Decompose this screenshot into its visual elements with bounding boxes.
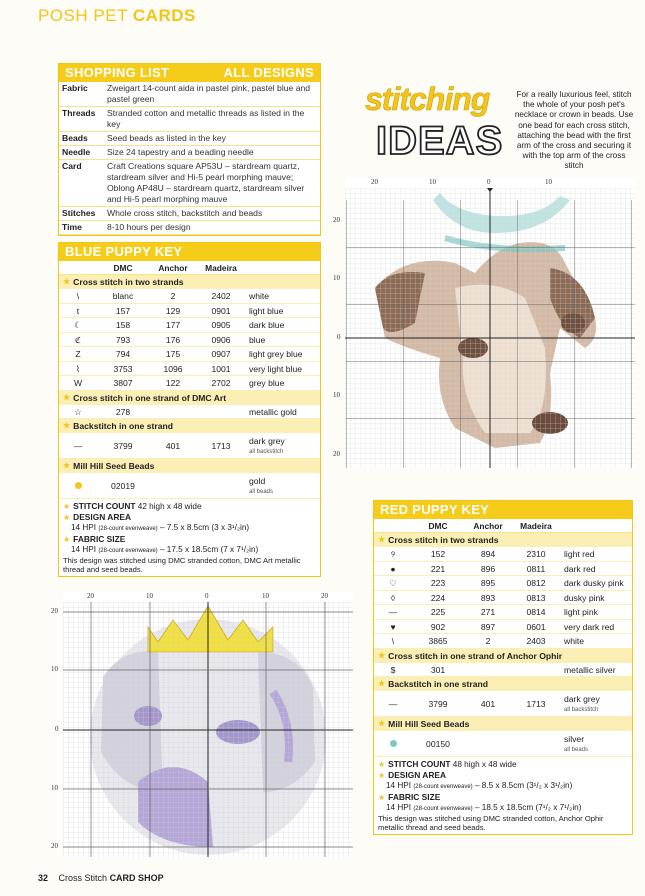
key-row [374, 620, 632, 635]
dmc-code: 225 [430, 607, 446, 617]
stitch-symbol: ◊ [390, 592, 396, 603]
key-row [59, 333, 320, 348]
anchor-code: 122 [165, 378, 181, 388]
svg-text:IDEAS: IDEAS [376, 119, 504, 162]
shopping-row-key: Threads [62, 108, 96, 118]
colour-name: dusky pink [564, 592, 605, 603]
stitch-symbol: ● [390, 563, 396, 574]
page-footer [38, 873, 164, 883]
red-puppy-chart-svg [345, 178, 635, 468]
dmc-code: 221 [430, 563, 446, 574]
dmc-code: blanc [112, 291, 134, 301]
stitch-symbol: ୨ [390, 549, 396, 559]
shopping-row [59, 82, 320, 107]
stitch-symbol: ℭ [74, 334, 82, 345]
dmc-code: 3807 [113, 378, 133, 388]
stitch-symbol: Z [75, 349, 81, 359]
red-key-header: DMC Anchor Madeira [374, 519, 632, 533]
shopping-row-key: Fabric [62, 83, 88, 93]
colour-name: dark red [564, 563, 596, 574]
stitch-symbol: ♡ [389, 578, 397, 588]
red-key-rows [374, 547, 632, 649]
dmc-code: 3753 [113, 363, 133, 374]
madeira-code: 2402 [211, 291, 231, 301]
colour-name: light blue [249, 305, 284, 316]
dmc-code: 152 [430, 549, 446, 559]
shopping-row [59, 207, 320, 221]
madeira-code: 2702 [211, 378, 231, 388]
blue-chart-left-label: 20 [51, 842, 58, 850]
key-row [374, 576, 632, 591]
blue-chart-top-label: 10 [146, 592, 153, 600]
colour-name: light pink [564, 607, 598, 617]
red-key-back-row: — 3799 401 1713 dark grey all backstitch [374, 691, 632, 717]
colour-name: blue [249, 334, 266, 345]
star-icon: ★ [63, 392, 71, 402]
anchor-code: 897 [480, 621, 496, 632]
stitch-symbol: ♥ [390, 621, 396, 632]
red-key-bar [374, 501, 632, 519]
anchor-code: 2 [170, 291, 176, 301]
key-row [374, 634, 632, 649]
anchor-code: 129 [165, 305, 181, 316]
shopping-row-value: Stranded cotton and metallic threads as listed in the key [107, 108, 305, 129]
red-chart-left-label: 20 [333, 450, 340, 458]
colour-name: very dark red [564, 621, 615, 632]
shopping-row-key: Time [62, 222, 82, 232]
shopping-row [59, 146, 320, 160]
blue-key-section-art: ★ Cross stitch in one strand of DMC Art [59, 391, 320, 405]
blue-key-title: BLUE PUPPY KEY [65, 244, 183, 259]
shopping-row-value: Zweigart 14-count aida in pastel pink, pastel blue and pastel green [107, 83, 311, 104]
key-row [59, 289, 320, 304]
blue-key-section-beads: ★ Mill Hill Seed Beads [59, 459, 320, 473]
blue-key-art-row: ☆ 278 metallic gold [59, 405, 320, 420]
blue-puppy-key [58, 242, 321, 577]
dmc-code: 158 [115, 320, 131, 330]
col-dmc: DMC [113, 263, 133, 273]
star-icon: ★ [63, 421, 71, 430]
stitch-symbol: ⌇ [75, 363, 81, 374]
madeira-code: 0814 [526, 607, 546, 617]
red-key-section-ophir: ★ Cross stitch in one strand of Anchor Ophir [374, 649, 632, 663]
key-row [374, 605, 632, 620]
shopping-row [59, 107, 320, 132]
red-chart-left-label: 10 [333, 274, 340, 282]
red-key-ophir-row: $ 301 metallic silver [374, 663, 632, 678]
shopping-row [59, 160, 320, 207]
red-key-section-beads: ★ Mill Hill Seed Beads [374, 717, 632, 731]
colour-name: grey blue [249, 378, 285, 388]
madeira-code: 0906 [211, 334, 231, 345]
key-row [374, 591, 632, 606]
shopping-row-key: Beads [62, 133, 88, 143]
key-row [374, 547, 632, 562]
dmc-code: 157 [115, 305, 131, 316]
colour-name: white [249, 291, 270, 301]
anchor-code: 176 [165, 334, 181, 345]
blue-key-bar [59, 243, 320, 261]
blue-key-footnote: This design was stitched using DMC stranded cotton, DMC Art metallic thread and seed beads. [63, 556, 301, 574]
blue-chart-top-label: 20 [321, 592, 328, 600]
anchor-code: 2 [485, 636, 491, 646]
page-number: 32 [38, 873, 49, 883]
red-key-section-back: ★ Backstitch in one strand [374, 677, 632, 691]
red-key-bead-row: 00150 silver all beads [374, 731, 632, 757]
stitch-symbol: t [76, 305, 80, 316]
madeira-code: 0905 [211, 320, 231, 330]
stitch-symbol: \ [76, 291, 80, 301]
red-key-footnote: This design was stitched using DMC stranded cotton, Anchor Ophir metallic thread and seed beads. [378, 814, 604, 832]
dmc-code: 223 [430, 578, 446, 588]
dmc-code: 224 [430, 592, 446, 603]
header-series: POSH PET [38, 6, 128, 25]
blue-chart-top-label: 10 [262, 592, 269, 600]
madeira-code: 0813 [526, 592, 546, 603]
dmc-code: 902 [430, 621, 446, 632]
col-madeira: Madeira [205, 263, 237, 273]
madeira-code: 1001 [211, 363, 231, 374]
svg-text:stitching: stitching [365, 82, 490, 117]
blue-puppy-chart-svg [63, 592, 353, 857]
blue-chart-left-label: 10 [51, 784, 58, 792]
shopping-list-bar [59, 64, 320, 82]
key-row [59, 362, 320, 377]
shopping-list [58, 63, 321, 236]
stitch-symbol: ☾ [74, 320, 82, 330]
shopping-row-value: Whole cross stitch, backstitch and beads [107, 208, 263, 218]
shopping-row [59, 132, 320, 146]
blue-key-section-cross: ★ Cross stitch in two strands [59, 275, 320, 289]
blue-key-rows [59, 289, 320, 391]
dmc-code: 3865 [428, 636, 448, 646]
shopping-row-value: 8-10 hours per design [107, 222, 191, 232]
red-chart-top-label: 20 [371, 178, 378, 186]
key-row [59, 318, 320, 333]
anchor-code: 894 [480, 549, 496, 559]
page-header [38, 6, 196, 26]
gold-bead-icon [75, 482, 82, 489]
col-anchor: Anchor [158, 263, 188, 273]
madeira-code: 2310 [526, 549, 546, 559]
blue-chart-left-label: 10 [51, 665, 58, 673]
key-row [374, 562, 632, 577]
anchor-code: 893 [480, 592, 496, 603]
colour-name: very light blue [249, 363, 303, 374]
madeira-code: 0812 [526, 578, 546, 588]
blue-chart-top-label: 0 [205, 592, 209, 600]
colour-name: dark blue [249, 320, 285, 330]
stitching-ideas-text: For a really luxurious feel, stitch the whole of your posh pet's necklace or crown in beads. Use one bead for each cross stitch, attaching the bead with the first arm of the cross and securing it with the top arm of the cross stitch [514, 90, 634, 171]
blue-key-back-row: — 3799 401 1713 dark grey all backstitch [59, 433, 320, 459]
anchor-code: 895 [480, 578, 496, 588]
shopping-row [59, 221, 320, 235]
shopping-row-key: Needle [62, 147, 91, 157]
key-row [59, 347, 320, 362]
dmc-code: 794 [115, 349, 131, 359]
red-chart-left-label: 20 [333, 216, 340, 224]
red-chart-top-label: 10 [429, 178, 436, 186]
blue-puppy-chart [51, 592, 353, 857]
shopping-row-key: Card [62, 161, 82, 171]
blue-key-bead-row: 02019 gold all beads [59, 473, 320, 499]
red-key-title: RED PUPPY KEY [380, 502, 490, 517]
shopping-list-rows [59, 82, 320, 235]
stitch-symbol: — [388, 607, 398, 617]
red-chart-top-label: 10 [545, 178, 552, 186]
red-chart-left-label: 0 [337, 333, 341, 341]
shopping-row-value: Size 24 tapestry and a beading needle [107, 147, 254, 157]
anchor-code: 177 [165, 320, 181, 330]
shopping-list-subtitle: ALL DESIGNS [223, 65, 314, 80]
red-chart-top-label: 0 [487, 178, 491, 186]
anchor-code: 271 [480, 607, 496, 617]
red-chart-left-label: 10 [333, 391, 340, 399]
red-puppy-chart [333, 178, 635, 468]
colour-name: light grey blue [249, 349, 303, 359]
dmc-code: 793 [115, 334, 131, 345]
star-icon: ★ [63, 461, 71, 470]
shopping-row-key: Stitches [62, 208, 96, 218]
star-icon: ★ [63, 277, 71, 286]
shopping-row-value: Craft Creations square AP53U – stardream quartz, stardream silver and Hi-5 pearl morphing mauve; Oblong AP48U – stardream quartz, stardream silver and Hi-5 pearl morphing mauve [107, 161, 305, 204]
key-row [59, 304, 320, 319]
red-key-stats: ★ STITCH COUNT 48 high x 48 wide ★ DESIGN AREA 14 HPI (28-count evenweave) – 8.5 x 8.5cm (3¹/₂ x 3¹/₂in) ★ FABRIC SIZE 14 HPI (28-count evenweave) – 18.5 x 18.5cm (7¹/₂ x 7¹/₂in) This design was stitched using DMC stranded cotton, Anchor Ophir metallic thread and seed beads. [374, 757, 632, 834]
blue-key-section-back: ★ Backstitch in one strand [59, 419, 320, 433]
colour-name: dark dusky pink [564, 578, 624, 588]
anchor-code: 896 [480, 563, 496, 574]
colour-name: light red [564, 549, 595, 559]
blue-chart-left-label: 20 [51, 607, 58, 615]
blue-chart-left-label: 0 [55, 725, 59, 733]
madeira-code: 0811 [526, 563, 546, 574]
anchor-code: 175 [165, 349, 181, 359]
red-puppy-key [373, 500, 633, 835]
anchor-code: 1096 [163, 363, 183, 374]
madeira-code: 2403 [526, 636, 546, 646]
blue-key-header [59, 261, 320, 275]
blue-key-stats: ★ STITCH COUNT 42 high x 48 wide ★ DESIGN AREA 14 HPI (28-count evenweave) – 7.5 x 8.5cm (3 x 3¹/₂in) ★ FABRIC SIZE 14 HPI (28-count evenweave) – 17.5 x 18.5cm (7 x 7¹/₂in) This design was stitched using DMC stranded cotton, DMC Art metallic thread and seed beads. [59, 499, 320, 576]
stitching-ideas-logo [362, 82, 507, 162]
stitch-symbol: W [73, 378, 83, 388]
footer-title: Cross Stitch [58, 873, 108, 883]
madeira-code: 0601 [526, 621, 546, 632]
footer-title-bold: CARD SHOP [109, 873, 164, 883]
shopping-list-title: SHOPPING LIST [65, 65, 170, 80]
red-key-section-cross: ★ Cross stitch in two strands [374, 533, 632, 547]
shopping-row-value: Seed beads as listed in the key [107, 133, 226, 143]
madeira-code: 0907 [211, 349, 231, 359]
key-row [59, 376, 320, 391]
colour-name: white [564, 636, 585, 646]
silver-bead-icon [390, 740, 397, 747]
blue-chart-top-label: 20 [87, 592, 94, 600]
madeira-code: 0901 [211, 305, 231, 316]
header-cards: CARDS [132, 6, 196, 25]
stitch-symbol: \ [391, 636, 395, 646]
